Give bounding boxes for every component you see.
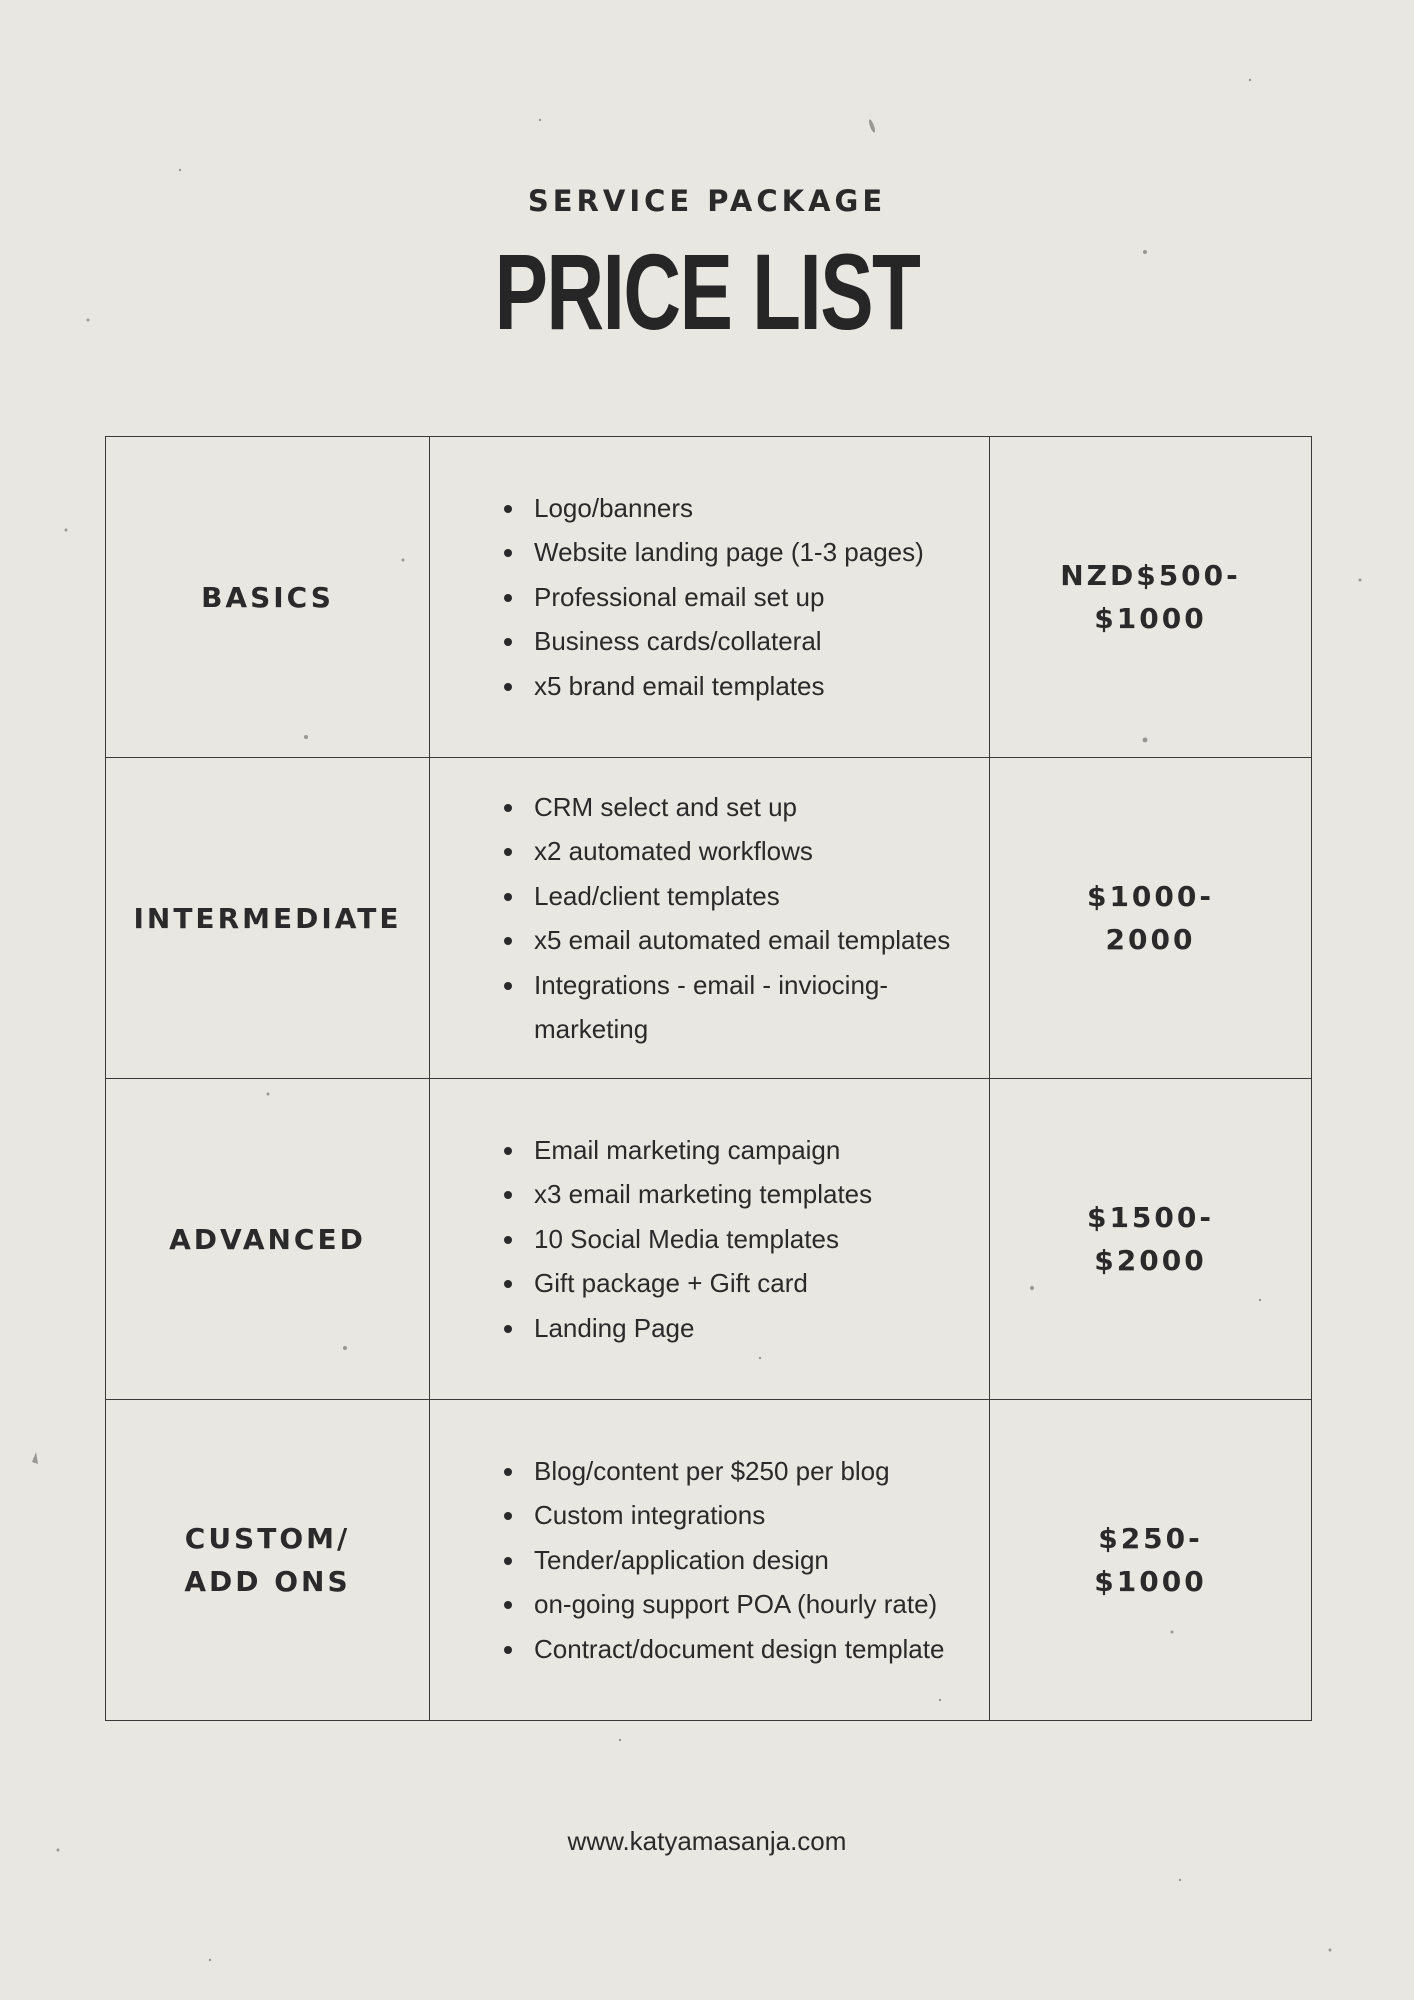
- feature-list: [430, 1128, 989, 1351]
- feature-item: Lead/client templates: [534, 874, 979, 919]
- price-value: NZD$500- $1000: [1060, 559, 1241, 635]
- price-cell: [990, 758, 1312, 1079]
- feature-item: x3 email marketing templates: [534, 1172, 979, 1217]
- tier-cell: [106, 437, 430, 758]
- tier-name: ADVANCED: [169, 1222, 366, 1256]
- feature-item: Business cards/collateral: [534, 619, 979, 664]
- feature-item: Tender/application design: [534, 1538, 979, 1583]
- package-row: [106, 758, 1312, 1079]
- price-cell: [990, 1079, 1312, 1400]
- feature-item: x2 automated workflows: [534, 829, 979, 874]
- feature-item: Email marketing campaign: [534, 1128, 979, 1173]
- tier-name: BASICS: [201, 580, 334, 614]
- package-row: [106, 1079, 1312, 1400]
- feature-item: x5 brand email templates: [534, 664, 979, 709]
- tier-cell: [106, 1079, 430, 1400]
- feature-item: Integrations - email - inviocing- marketing: [534, 963, 979, 1052]
- feature-item: 10 Social Media templates: [534, 1217, 979, 1262]
- features-cell: [430, 437, 990, 758]
- feature-item: Landing Page: [534, 1306, 979, 1351]
- feature-item: Contract/document design template: [534, 1627, 979, 1672]
- feature-item: Logo/banners: [534, 486, 979, 531]
- page-subtitle: SERVICE PACKAGE: [527, 184, 887, 218]
- price-value: $250- $1000: [1094, 1522, 1207, 1598]
- features-cell: [430, 758, 990, 1079]
- feature-item: x5 email automated email templates: [534, 918, 979, 963]
- package-row: [106, 437, 1312, 758]
- price-table: [105, 436, 1312, 1721]
- price-cell: [990, 437, 1312, 758]
- price-value: $1500- $2000: [1086, 1201, 1215, 1277]
- features-cell: [430, 1400, 990, 1721]
- tier-cell: [106, 758, 430, 1079]
- feature-item: Website landing page (1-3 pages): [534, 530, 979, 575]
- feature-item: Blog/content per $250 per blog: [534, 1449, 979, 1494]
- feature-item: Professional email set up: [534, 575, 979, 620]
- feature-item: on-going support POA (hourly rate): [534, 1582, 979, 1627]
- feature-item: Gift package + Gift card: [534, 1261, 979, 1306]
- page-title: PRICE LIST: [494, 231, 920, 352]
- price-cell: [990, 1400, 1312, 1721]
- feature-list: [430, 785, 989, 1052]
- tier-cell: [106, 1400, 430, 1721]
- feature-item: Custom integrations: [534, 1493, 979, 1538]
- tier-name: CUSTOM/ ADD ONS: [184, 1522, 351, 1598]
- website-link[interactable]: www.katyamasanja.com: [567, 1826, 847, 1856]
- package-row: [106, 1400, 1312, 1721]
- tier-name: INTERMEDIATE: [133, 901, 402, 935]
- feature-list: [430, 1449, 989, 1672]
- price-value: $1000- 2000: [1086, 880, 1215, 956]
- feature-list: [430, 486, 989, 709]
- feature-item: CRM select and set up: [534, 785, 979, 830]
- features-cell: [430, 1079, 990, 1400]
